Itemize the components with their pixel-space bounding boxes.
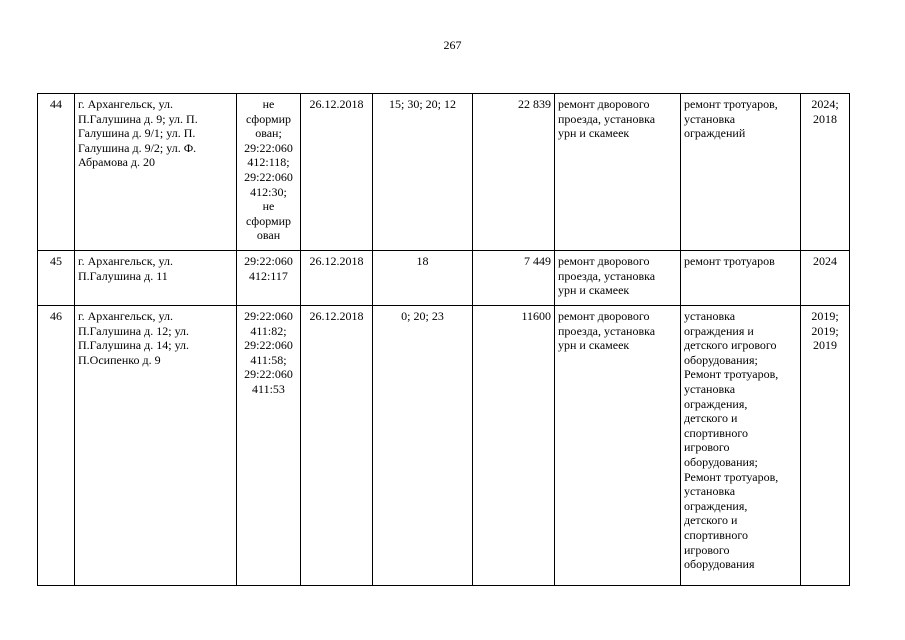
row-number-cell: 44 bbox=[38, 94, 75, 251]
works-cell: ремонт дворового проезда, установка урн и скамеек bbox=[555, 94, 681, 251]
date-cell: 26.12.2018 bbox=[301, 306, 373, 586]
additional-works-cell: установка ограждения и детского игрового оборудования; Ремонт тротуаров, установка ограждения, детского и спортивного игрового оборудования; Ремонт тротуаров, установка ограждения, детского и спортивного игрового оборудования bbox=[681, 306, 801, 586]
ages-cell: 0; 20; 23 bbox=[373, 306, 473, 586]
row-number-cell: 45 bbox=[38, 251, 75, 306]
page-number: 267 bbox=[443, 38, 462, 52]
year-cell: 2024 bbox=[801, 251, 850, 306]
address-cell: г. Архангельск, ул. П.Галушина д. 11 bbox=[75, 251, 237, 306]
cadastral-number-cell: 29:22:060 411:82; 29:22:060 411:58; 29:22:060 411:53 bbox=[237, 306, 301, 586]
area-cell: 11600 bbox=[473, 306, 555, 586]
table-row bbox=[38, 94, 850, 251]
cadastral-number-cell: не сформир ован; 29:22:060 412:118; 29:22:060 412:30; не сформир ован bbox=[237, 94, 301, 251]
ages-cell: 18 bbox=[373, 251, 473, 306]
ages-cell: 15; 30; 20; 12 bbox=[373, 94, 473, 251]
year-cell: 2024; 2018 bbox=[801, 94, 850, 251]
courtyards-table bbox=[37, 93, 850, 586]
date-cell: 26.12.2018 bbox=[301, 251, 373, 306]
address-cell: г. Архангельск, ул. П.Галушина д. 12; ул. П.Галушина д. 14; ул. П.Осипенко д. 9 bbox=[75, 306, 237, 586]
works-cell: ремонт дворового проезда, установка урн и скамеек bbox=[555, 306, 681, 586]
cadastral-number-cell: 29:22:060 412:117 bbox=[237, 251, 301, 306]
row-number-cell: 46 bbox=[38, 306, 75, 586]
year-cell: 2019; 2019; 2019 bbox=[801, 306, 850, 586]
area-cell: 22 839 bbox=[473, 94, 555, 251]
address-cell: г. Архангельск, ул. П.Галушина д. 9; ул. П. Галушина д. 9/1; ул. П. Галушина д. 9/2; ул. Ф. Абрамова д. 20 bbox=[75, 94, 237, 251]
additional-works-cell: ремонт тротуаров, установка ограждений bbox=[681, 94, 801, 251]
works-cell: ремонт дворового проезда, установка урн и скамеек bbox=[555, 251, 681, 306]
table-row bbox=[38, 306, 850, 586]
table-row bbox=[38, 251, 850, 306]
area-cell: 7 449 bbox=[473, 251, 555, 306]
date-cell: 26.12.2018 bbox=[301, 94, 373, 251]
additional-works-cell: ремонт тротуаров bbox=[681, 251, 801, 306]
